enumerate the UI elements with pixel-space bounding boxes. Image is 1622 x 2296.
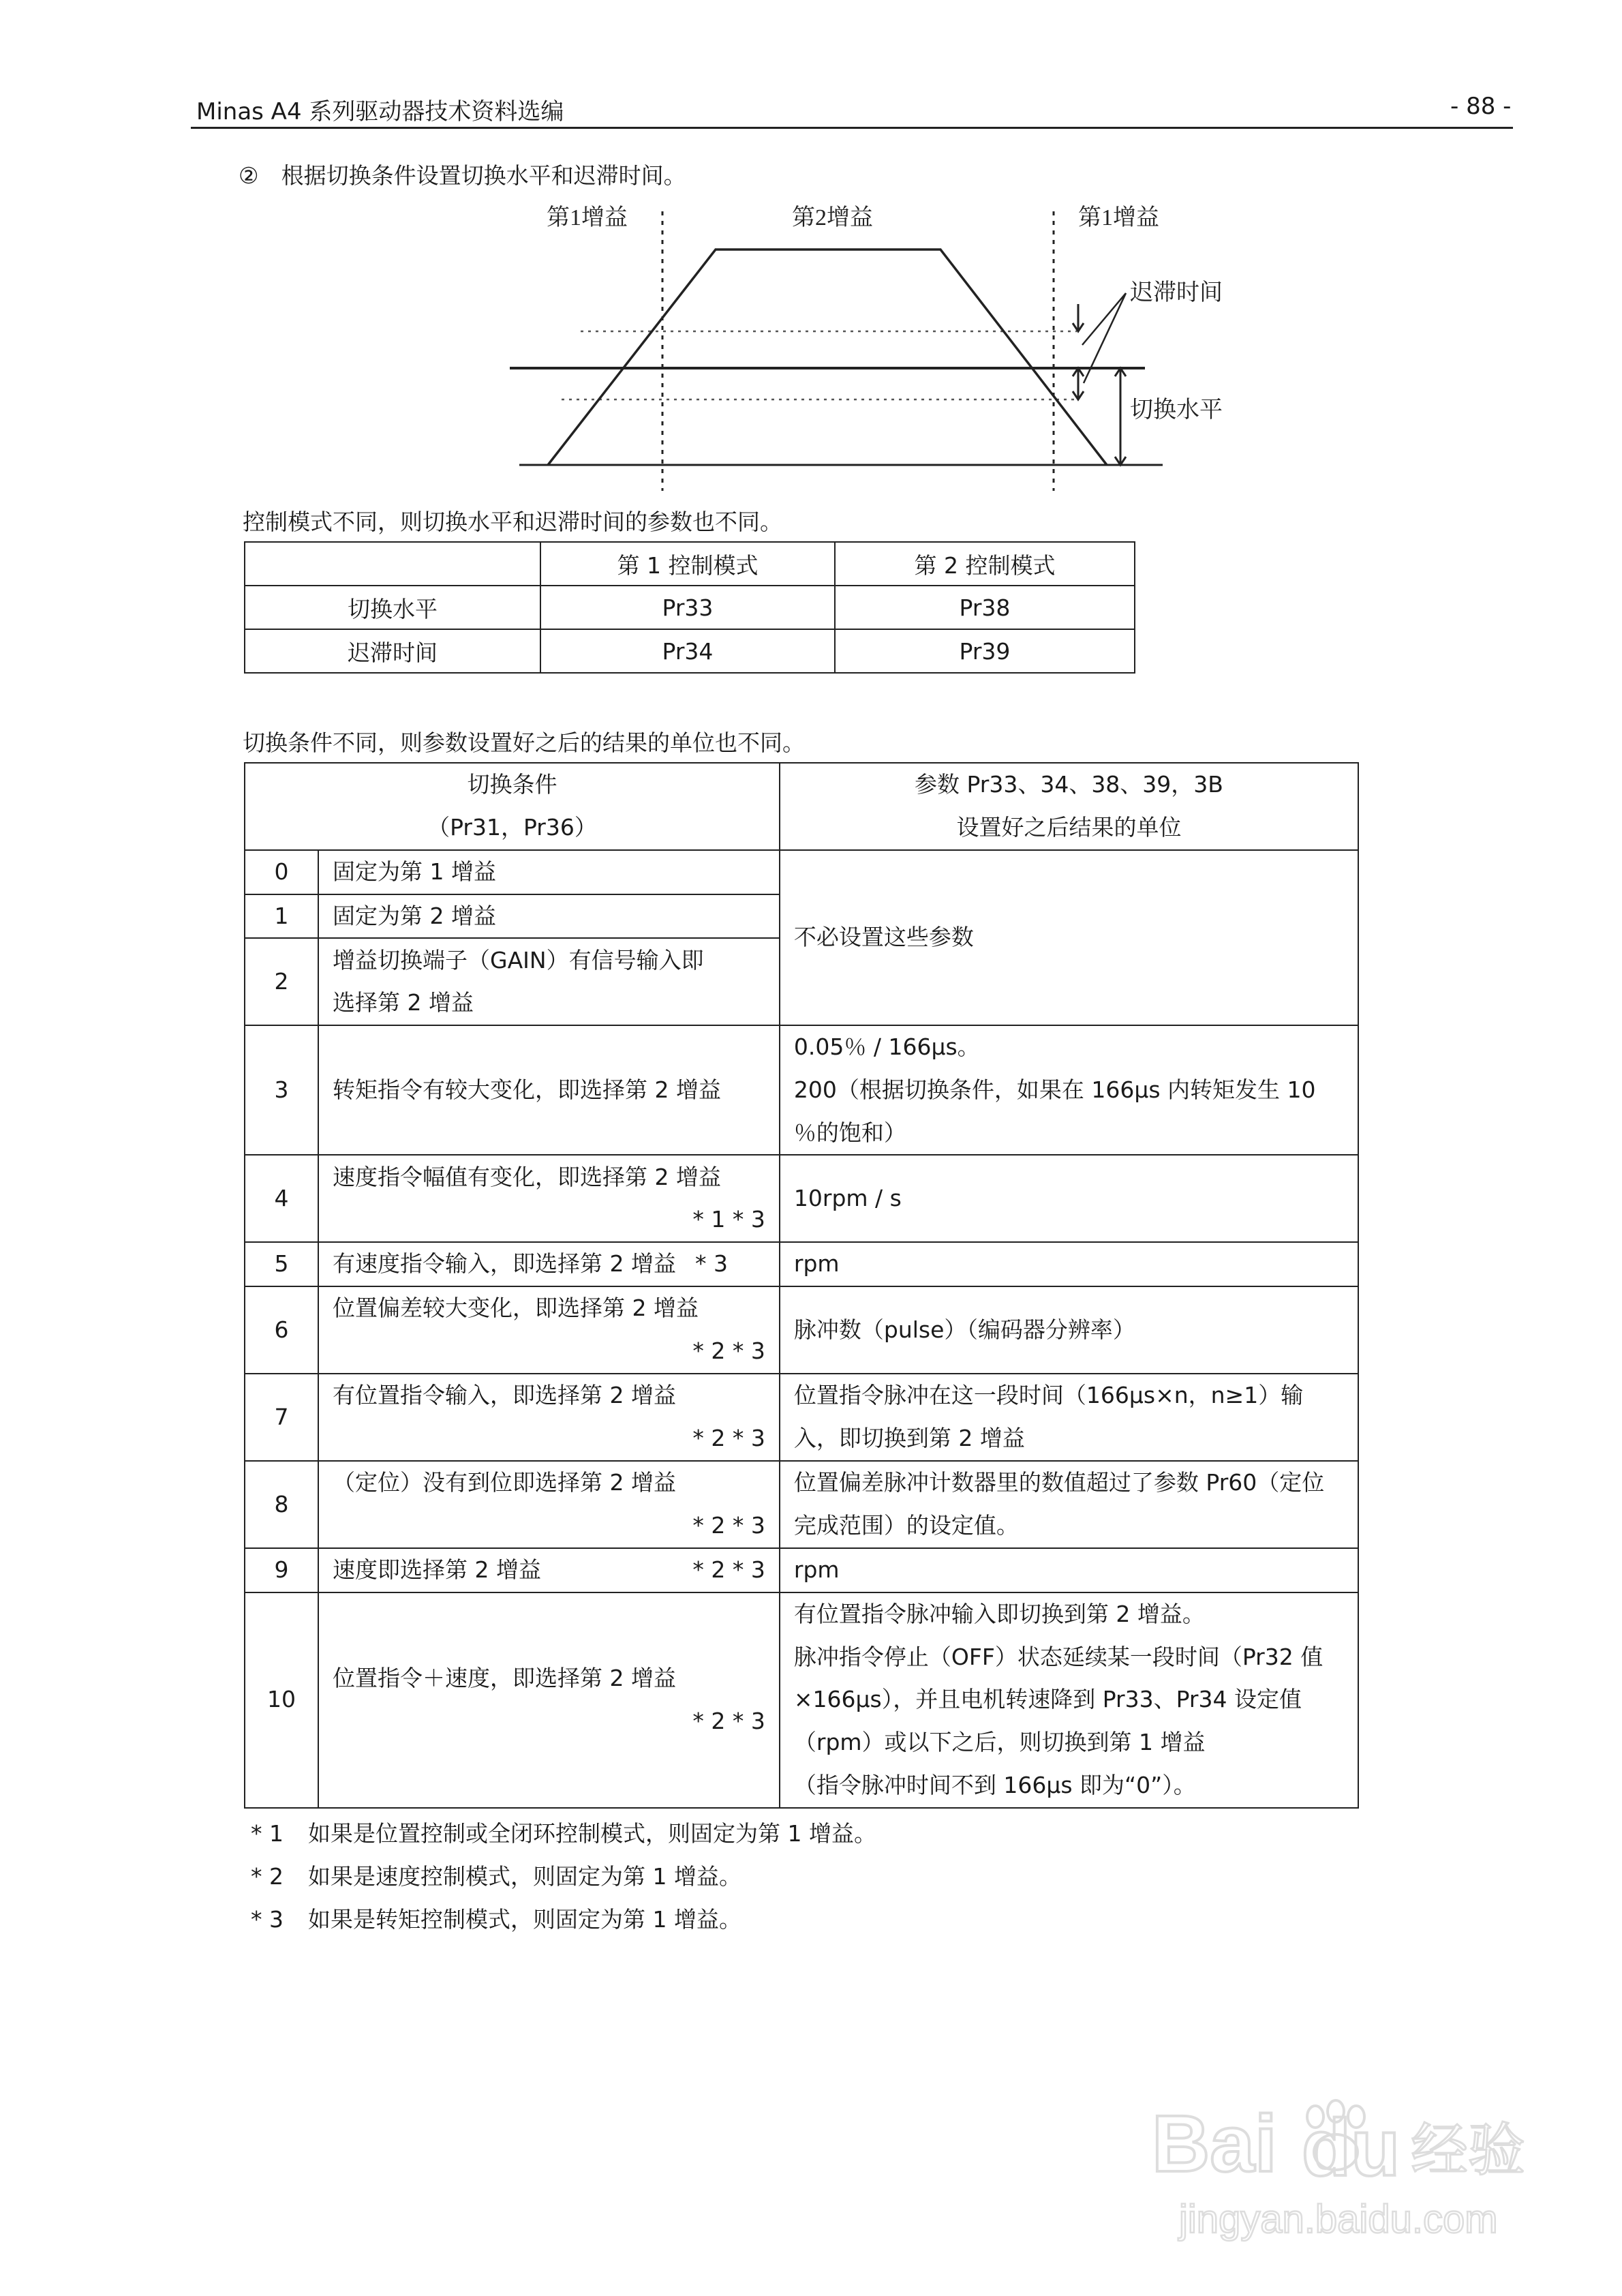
watermark-brand-cn: 经验	[1411, 2117, 1526, 2184]
header-condition-line2: （Pr31，Pr36）	[427, 814, 597, 841]
table1-cell: Pr38	[835, 586, 1135, 629]
row-condition: 增益切换端子（GAIN）有信号输入即 选择第 2 增益	[318, 938, 780, 1025]
table1-header-mode1: 第 1 控制模式	[540, 542, 835, 586]
header-rule	[191, 127, 1513, 129]
table1-row-label: 迟滞时间	[245, 629, 540, 673]
intro-text: ② 根据切换条件设置切换水平和迟滞时间。	[239, 162, 686, 189]
table1-row-label: 切换水平	[245, 586, 540, 629]
row-number: 10	[245, 1592, 318, 1808]
footnote-3: * 3 如果是转矩控制模式，则固定为第 1 增益。	[251, 1906, 741, 1933]
table1-cell: Pr34	[540, 629, 835, 673]
gain-switch-diagram	[504, 198, 1254, 498]
row-number: 9	[245, 1548, 318, 1592]
row-condition: 速度即选择第 2 增益 * 2 * 3	[318, 1548, 780, 1592]
diagram-label-gain1-right: 第1增益	[1078, 205, 1159, 230]
row-number: 7	[245, 1374, 318, 1461]
table1-header-mode2: 第 2 控制模式	[835, 542, 1135, 586]
row-unit: 位置指令脉冲在这一段时间（166μs×n，n≥1）输 入，即切换到第 2 增益	[780, 1374, 1358, 1461]
row-condition: 固定为第 2 增益	[318, 894, 780, 939]
row-condition: 有位置指令输入，即选择第 2 增益 * 2 * 3	[318, 1374, 780, 1461]
row-condition: （定位）没有到位即选择第 2 增益 * 2 * 3	[318, 1461, 780, 1548]
row-number: 2	[245, 938, 318, 1025]
row-number: 5	[245, 1242, 318, 1286]
row-unit: 脉冲数（pulse）（编码器分辨率）	[780, 1286, 1358, 1374]
hysteresis-leader-1	[1082, 293, 1126, 345]
row-number: 8	[245, 1461, 318, 1548]
footnote-2: * 2 如果是速度控制模式，则固定为第 1 增益。	[251, 1863, 741, 1890]
row-condition: 位置偏差较大变化，即选择第 2 增益 * 2 * 3	[318, 1286, 780, 1374]
table1-cell: Pr39	[835, 629, 1135, 673]
baidu-watermark	[1152, 2089, 1533, 2260]
row-unit: 10rpm / s	[780, 1155, 1358, 1242]
table2-header-unit	[780, 763, 1358, 850]
watermark-url: jingyan.baidu.com	[1179, 2197, 1498, 2241]
para-control-mode: 控制模式不同，则切换水平和迟滞时间的参数也不同。	[243, 509, 782, 535]
footnote-1: * 1 如果是位置控制或全闭环控制模式，则固定为第 1 增益。	[251, 1820, 876, 1847]
row-note: * 2 * 3	[692, 1425, 765, 1452]
row-unit: 0.05％ / 166μs。 200（根据切换条件，如果在 166μs 内转矩发生 10 ％的饱和）	[780, 1025, 1358, 1155]
row-unit: 有位置指令脉冲输入即切换到第 2 增益。 脉冲指令停止（OFF）状态延续某一段时间（Pr32 值 ×166μs），并且电机转速降到 Pr33、Pr34 设定值 （rpm）或以下之后，则切换到第 1 增益 （指令脉冲时间不到 166μs 即为“0”）。	[780, 1592, 1358, 1808]
table2-header-condition	[245, 763, 780, 850]
row-condition: 速度指令幅值有变化，即选择第 2 增益 * 1 * 3	[318, 1155, 780, 1242]
row-condition: 转矩指令有较大变化，即选择第 2 增益	[318, 1025, 780, 1155]
diagram-label-switch-level: 切换水平	[1130, 397, 1223, 423]
signal-trapezoid	[548, 250, 1107, 465]
table1-header-blank	[245, 542, 540, 586]
row-note: * 1 * 3	[692, 1206, 765, 1233]
watermark-brand-latin: Bai	[1152, 2099, 1277, 2189]
row-number: 3	[245, 1025, 318, 1155]
document-header-title: Minas A4 系列驱动器技术资料选编	[196, 98, 564, 125]
para-switch-condition: 切换条件不同，则参数设置好之后的结果的单位也不同。	[243, 729, 805, 756]
switch-condition-table	[244, 762, 1359, 1809]
diagram-label-gain1-left: 第1增益	[547, 205, 628, 230]
table1-cell: Pr33	[540, 586, 835, 629]
row-condition: 有速度指令输入，即选择第 2 增益 * 3	[318, 1242, 780, 1286]
row-number: 0	[245, 850, 318, 894]
row-note: * 3	[694, 1250, 728, 1278]
row-note: * 2 * 3	[692, 1556, 765, 1584]
watermark-brand-du: du	[1302, 2103, 1401, 2193]
parameter-table	[244, 541, 1135, 674]
header-unit-line2: 设置好之后结果的单位	[956, 814, 1182, 841]
row-note: * 2 * 3	[692, 1707, 765, 1734]
row-number: 1	[245, 894, 318, 939]
diagram-label-hysteresis: 迟滞时间	[1130, 280, 1223, 305]
row-unit: rpm	[780, 1548, 1358, 1592]
header-condition-line1: 切换条件	[467, 771, 557, 798]
row-condition: 固定为第 1 增益	[318, 850, 780, 894]
row-number: 4	[245, 1155, 318, 1242]
diagram-label-gain2: 第2增益	[792, 205, 873, 230]
row-condition: 位置指令＋速度，即选择第 2 增益 * 2 * 3	[318, 1592, 780, 1808]
row-note: * 2 * 3	[692, 1512, 765, 1539]
header-unit-line1: 参数 Pr33、34、38、39，3B	[914, 771, 1223, 798]
row-number: 6	[245, 1286, 318, 1374]
row-unit-merged: 不必设置这些参数	[780, 850, 1358, 1025]
row-note: * 2 * 3	[692, 1338, 765, 1365]
page-number: - 88 -	[1450, 93, 1512, 120]
row-unit: rpm	[780, 1242, 1358, 1286]
row-unit: 位置偏差脉冲计数器里的数值超过了参数 Pr60（定位 完成范围）的设定值。	[780, 1461, 1358, 1548]
